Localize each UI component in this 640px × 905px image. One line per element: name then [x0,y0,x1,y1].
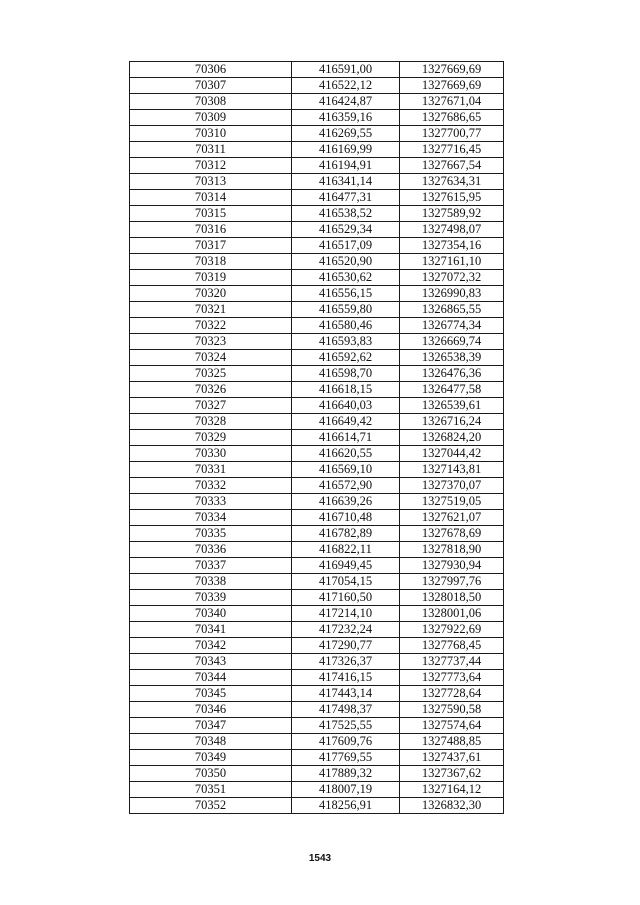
point-id-cell: 70333 [130,494,292,510]
y-coordinate-cell: 1327700,77 [400,126,504,142]
table-row [130,414,504,430]
point-id-cell: 70313 [130,174,292,190]
point-id-cell: 70344 [130,670,292,686]
table-row [130,430,504,446]
point-id-cell: 70339 [130,590,292,606]
point-id-cell: 70338 [130,574,292,590]
table-row [130,686,504,702]
y-coordinate-cell: 1327671,04 [400,94,504,110]
x-coordinate-cell: 416169,99 [292,142,400,158]
x-coordinate-cell: 416556,15 [292,286,400,302]
x-coordinate-cell: 416529,34 [292,222,400,238]
x-coordinate-cell: 417326,37 [292,654,400,670]
point-id-cell: 70332 [130,478,292,494]
table-row [130,782,504,798]
y-coordinate-cell: 1327737,44 [400,654,504,670]
x-coordinate-cell: 417054,15 [292,574,400,590]
y-coordinate-cell: 1327768,45 [400,638,504,654]
coordinates-table-body [130,62,504,814]
table-row [130,270,504,286]
x-coordinate-cell: 417416,15 [292,670,400,686]
y-coordinate-cell: 1327590,58 [400,702,504,718]
y-coordinate-cell: 1326477,58 [400,382,504,398]
table-row [130,334,504,350]
x-coordinate-cell: 416522,12 [292,78,400,94]
point-id-cell: 70319 [130,270,292,286]
table-row [130,350,504,366]
point-id-cell: 70331 [130,462,292,478]
x-coordinate-cell: 417290,77 [292,638,400,654]
y-coordinate-cell: 1328018,50 [400,590,504,606]
table-row [130,366,504,382]
point-id-cell: 70322 [130,318,292,334]
point-id-cell: 70348 [130,734,292,750]
table-row [130,238,504,254]
y-coordinate-cell: 1327143,81 [400,462,504,478]
table-row [130,254,504,270]
y-coordinate-cell: 1327669,69 [400,62,504,78]
point-id-cell: 70316 [130,222,292,238]
y-coordinate-cell: 1327728,64 [400,686,504,702]
x-coordinate-cell: 416424,87 [292,94,400,110]
point-id-cell: 70315 [130,206,292,222]
point-id-cell: 70309 [130,110,292,126]
point-id-cell: 70328 [130,414,292,430]
x-coordinate-cell: 416782,89 [292,526,400,542]
point-id-cell: 70347 [130,718,292,734]
table-row [130,382,504,398]
y-coordinate-cell: 1327370,07 [400,478,504,494]
x-coordinate-cell: 417889,32 [292,766,400,782]
point-id-cell: 70318 [130,254,292,270]
y-coordinate-cell: 1326865,55 [400,302,504,318]
table-row [130,734,504,750]
x-coordinate-cell: 416477,31 [292,190,400,206]
point-id-cell: 70350 [130,766,292,782]
table-row [130,94,504,110]
y-coordinate-cell: 1327621,07 [400,510,504,526]
x-coordinate-cell: 416614,71 [292,430,400,446]
point-id-cell: 70311 [130,142,292,158]
table-row [130,542,504,558]
table-row [130,638,504,654]
x-coordinate-cell: 416592,62 [292,350,400,366]
x-coordinate-cell: 416580,46 [292,318,400,334]
point-id-cell: 70352 [130,798,292,814]
table-row [130,670,504,686]
point-id-cell: 70321 [130,302,292,318]
y-coordinate-cell: 1326538,39 [400,350,504,366]
table-row [130,750,504,766]
y-coordinate-cell: 1327686,65 [400,110,504,126]
x-coordinate-cell: 416591,00 [292,62,400,78]
table-row [130,526,504,542]
point-id-cell: 70314 [130,190,292,206]
y-coordinate-cell: 1327667,54 [400,158,504,174]
point-id-cell: 70327 [130,398,292,414]
y-coordinate-cell: 1327818,90 [400,542,504,558]
x-coordinate-cell: 416639,26 [292,494,400,510]
page-number: 1543 [308,853,332,864]
table-row [130,494,504,510]
y-coordinate-cell: 1327044,42 [400,446,504,462]
x-coordinate-cell: 416822,11 [292,542,400,558]
point-id-cell: 70335 [130,526,292,542]
y-coordinate-cell: 1327367,62 [400,766,504,782]
y-coordinate-cell: 1327354,16 [400,238,504,254]
point-id-cell: 70323 [130,334,292,350]
x-coordinate-cell: 416559,80 [292,302,400,318]
point-id-cell: 70330 [130,446,292,462]
y-coordinate-cell: 1327589,92 [400,206,504,222]
y-coordinate-cell: 1326832,30 [400,798,504,814]
x-coordinate-cell: 417214,10 [292,606,400,622]
x-coordinate-cell: 416572,90 [292,478,400,494]
y-coordinate-cell: 1327678,69 [400,526,504,542]
table-row [130,558,504,574]
x-coordinate-cell: 416538,52 [292,206,400,222]
x-coordinate-cell: 416530,62 [292,270,400,286]
y-coordinate-cell: 1326824,20 [400,430,504,446]
x-coordinate-cell: 416269,55 [292,126,400,142]
y-coordinate-cell: 1326476,36 [400,366,504,382]
x-coordinate-cell: 416620,55 [292,446,400,462]
table-row [130,654,504,670]
x-coordinate-cell: 418007,19 [292,782,400,798]
y-coordinate-cell: 1327997,76 [400,574,504,590]
table-row [130,158,504,174]
table-row [130,222,504,238]
x-coordinate-cell: 416341,14 [292,174,400,190]
point-id-cell: 70346 [130,702,292,718]
point-id-cell: 70341 [130,622,292,638]
table-row [130,718,504,734]
point-id-cell: 70310 [130,126,292,142]
y-coordinate-cell: 1326669,74 [400,334,504,350]
point-id-cell: 70307 [130,78,292,94]
y-coordinate-cell: 1327922,69 [400,622,504,638]
table-row [130,126,504,142]
point-id-cell: 70351 [130,782,292,798]
x-coordinate-cell: 417232,24 [292,622,400,638]
point-id-cell: 70312 [130,158,292,174]
point-id-cell: 70324 [130,350,292,366]
x-coordinate-cell: 416710,48 [292,510,400,526]
y-coordinate-cell: 1326774,34 [400,318,504,334]
table-row [130,462,504,478]
x-coordinate-cell: 416649,42 [292,414,400,430]
table-row [130,174,504,190]
point-id-cell: 70320 [130,286,292,302]
x-coordinate-cell: 416194,91 [292,158,400,174]
table-row [130,78,504,94]
point-id-cell: 70308 [130,94,292,110]
table-row [130,510,504,526]
table-row [130,606,504,622]
table-row [130,398,504,414]
y-coordinate-cell: 1326716,24 [400,414,504,430]
x-coordinate-cell: 417498,37 [292,702,400,718]
y-coordinate-cell: 1327930,94 [400,558,504,574]
y-coordinate-cell: 1327164,12 [400,782,504,798]
y-coordinate-cell: 1328001,06 [400,606,504,622]
y-coordinate-cell: 1327498,07 [400,222,504,238]
y-coordinate-cell: 1327519,05 [400,494,504,510]
table-row [130,446,504,462]
y-coordinate-cell: 1327773,64 [400,670,504,686]
y-coordinate-cell: 1326990,83 [400,286,504,302]
table-row [130,62,504,78]
table-row [130,590,504,606]
point-id-cell: 70342 [130,638,292,654]
y-coordinate-cell: 1327669,69 [400,78,504,94]
x-coordinate-cell: 417525,55 [292,718,400,734]
y-coordinate-cell: 1327161,10 [400,254,504,270]
point-id-cell: 70317 [130,238,292,254]
table-row [130,478,504,494]
table-row [130,286,504,302]
y-coordinate-cell: 1327634,31 [400,174,504,190]
coordinates-table [129,61,504,814]
x-coordinate-cell: 416593,83 [292,334,400,350]
table-row [130,798,504,814]
table-row [130,574,504,590]
x-coordinate-cell: 416598,70 [292,366,400,382]
point-id-cell: 70345 [130,686,292,702]
point-id-cell: 70325 [130,366,292,382]
x-coordinate-cell: 417160,50 [292,590,400,606]
point-id-cell: 70349 [130,750,292,766]
table-row [130,190,504,206]
x-coordinate-cell: 418256,91 [292,798,400,814]
point-id-cell: 70329 [130,430,292,446]
point-id-cell: 70326 [130,382,292,398]
x-coordinate-cell: 416640,03 [292,398,400,414]
y-coordinate-cell: 1326539,61 [400,398,504,414]
x-coordinate-cell: 416520,90 [292,254,400,270]
y-coordinate-cell: 1327488,85 [400,734,504,750]
point-id-cell: 70340 [130,606,292,622]
x-coordinate-cell: 416949,45 [292,558,400,574]
point-id-cell: 70336 [130,542,292,558]
x-coordinate-cell: 417769,55 [292,750,400,766]
table-row [130,142,504,158]
x-coordinate-cell: 417443,14 [292,686,400,702]
y-coordinate-cell: 1327574,64 [400,718,504,734]
y-coordinate-cell: 1327615,95 [400,190,504,206]
table-row [130,110,504,126]
point-id-cell: 70306 [130,62,292,78]
table-row [130,702,504,718]
table-row [130,206,504,222]
point-id-cell: 70334 [130,510,292,526]
x-coordinate-cell: 417609,76 [292,734,400,750]
table-row [130,622,504,638]
y-coordinate-cell: 1327437,61 [400,750,504,766]
table-row [130,766,504,782]
x-coordinate-cell: 416618,15 [292,382,400,398]
y-coordinate-cell: 1327072,32 [400,270,504,286]
point-id-cell: 70337 [130,558,292,574]
x-coordinate-cell: 416359,16 [292,110,400,126]
x-coordinate-cell: 416569,10 [292,462,400,478]
point-id-cell: 70343 [130,654,292,670]
table-row [130,318,504,334]
table-row [130,302,504,318]
y-coordinate-cell: 1327716,45 [400,142,504,158]
x-coordinate-cell: 416517,09 [292,238,400,254]
